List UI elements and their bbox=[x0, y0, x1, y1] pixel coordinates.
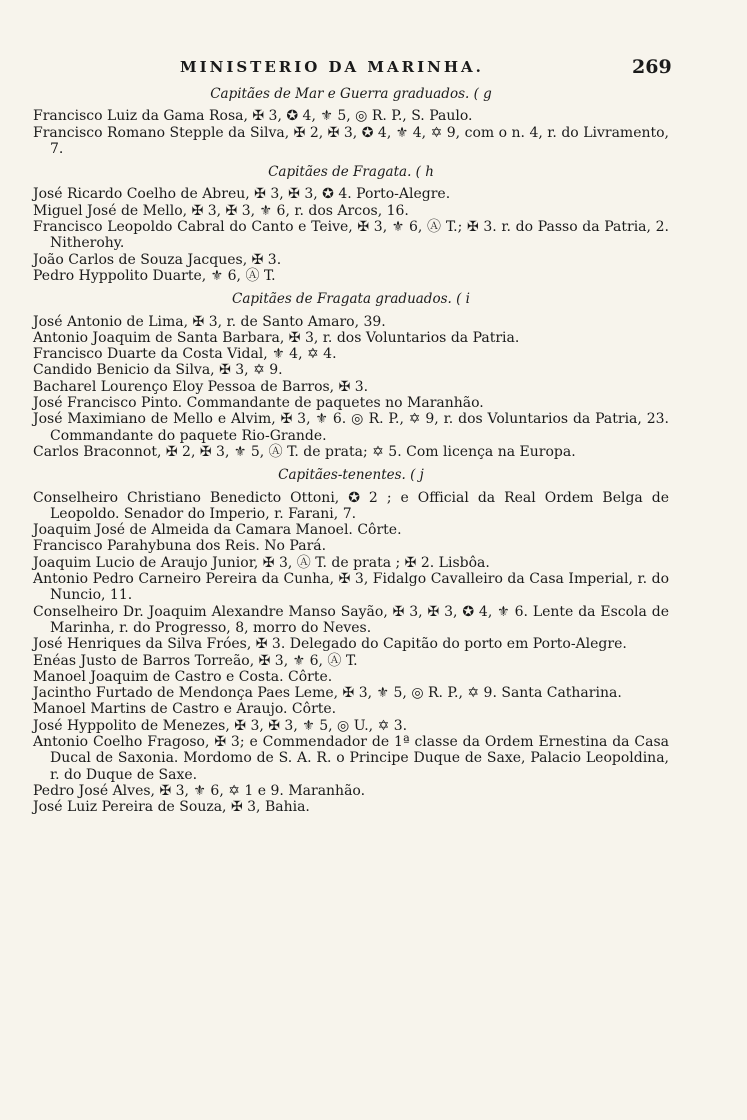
list-item: José Maximiano de Mello e Alvim, ✠ 3, ⚜ 6. ◎ R. P., ✡ 9, r. dos Voluntarios da Patria, 23. Commandante do paquete Rio-Grande. bbox=[33, 411, 669, 444]
section-capitaes-mar-guerra-graduados bbox=[33, 86, 669, 157]
section-capitaes-tenentes bbox=[33, 467, 669, 815]
list-item: Bacharel Lourenço Eloy Pessoa de Barros, ✠ 3. bbox=[33, 378, 369, 395]
list-item: Enéas Justo de Barros Torreão, ✠ 3, ⚜ 6, Ⓐ T. bbox=[33, 652, 358, 669]
running-head bbox=[0, 58, 747, 82]
list-item: José Luiz Pereira de Souza, ✠ 3, Bahia. bbox=[33, 799, 310, 816]
list-item: Candido Benicio da Silva, ✠ 3, ✡ 9. bbox=[33, 362, 283, 379]
list-item: Francisco Duarte da Costa Vidal, ⚜ 4, ✡ 4. bbox=[33, 346, 337, 363]
list-item: Manoel Martins de Castro e Araujo. Côrte. bbox=[33, 701, 337, 718]
list-item: Joaquim Lucio de Araujo Junior, ✠ 3, Ⓐ T. de prata ; ✠ 2. Lisbôa. bbox=[33, 554, 490, 571]
page-number: 269 bbox=[632, 56, 672, 78]
section-capitaes-fragata-graduados bbox=[33, 291, 669, 460]
list-item: Pedro José Alves, ✠ 3, ⚜ 6, ✡ 1 e 9. Maranhão. bbox=[33, 782, 366, 799]
list-item: Antonio Joaquim de Santa Barbara, ✠ 3, r. dos Voluntarios da Patria. bbox=[33, 329, 520, 346]
page-content bbox=[33, 86, 669, 815]
list-item: Carlos Braconnot, ✠ 2, ✠ 3, ⚜ 5, Ⓐ T. de prata; ✡ 5. Com licença na Europa. bbox=[33, 443, 576, 460]
list-item: José Hyppolito de Menezes, ✠ 3, ✠ 3, ⚜ 5, ◎ U., ✡ 3. bbox=[33, 717, 408, 734]
list-item: Manoel Joaquim de Castro e Costa. Côrte. bbox=[33, 668, 333, 685]
list-item: Francisco Romano Stepple da Silva, ✠ 2, ✠ 3, ✪ 4, ⚜ 4, ✡ 9, com o n. 4, r. do Livramento, 7. bbox=[33, 124, 669, 157]
list-item: Francisco Leopoldo Cabral do Canto e Teive, ✠ 3, ⚜ 6, Ⓐ T.; ✠ 3. r. do Passo da Patria, 2. Nitherohy. bbox=[33, 219, 669, 252]
list-item: José Henriques da Silva Fróes, ✠ 3. Delegado do Capitão do porto em Porto-Alegre. bbox=[33, 636, 627, 653]
list-item: Conselheiro Dr. Joaquim Alexandre Manso Sayão, ✠ 3, ✠ 3, ✪ 4, ⚜ 6. Lente da Escola de Marinha, r. do Progresso, 8, morro do Neves. bbox=[33, 603, 669, 636]
section-heading: Capitães-tenentes. ( j bbox=[278, 467, 424, 484]
list-item: Francisco Parahybuna dos Reis. No Pará. bbox=[33, 538, 327, 555]
list-item: Antonio Coelho Fragoso, ✠ 3; e Commendador de 1ª classe da Ordem Ernestina da Casa Ducal de Saxonia. Mordomo de S. A. R. o Principe Duque de Saxe, Palacio Leopoldina, r. do Duque de Saxe. bbox=[33, 733, 669, 783]
list-item: Joaquim José de Almeida da Camara Manoel. Côrte. bbox=[33, 522, 402, 539]
list-item: José Francisco Pinto. Commandante de paquetes no Maranhão. bbox=[33, 395, 484, 412]
section-heading: Capitães de Mar e Guerra graduados. ( g bbox=[210, 86, 492, 102]
running-title: MINISTERIO DA MARINHA. bbox=[180, 58, 484, 76]
section-capitaes-fragata bbox=[33, 164, 669, 284]
list-item: José Antonio de Lima, ✠ 3, r. de Santo Amaro, 39. bbox=[33, 313, 386, 330]
list-item: João Carlos de Souza Jacques, ✠ 3. bbox=[33, 251, 282, 268]
list-item: Francisco Luiz da Gama Rosa, ✠ 3, ✪ 4, ⚜ 5, ◎ R. P., S. Paulo. bbox=[33, 108, 473, 125]
list-item: Antonio Pedro Carneiro Pereira da Cunha, ✠ 3, Fidalgo Cavalleiro da Casa Imperial, r. do Nuncio, 11. bbox=[33, 571, 669, 604]
section-heading: Capitães de Fragata. ( h bbox=[268, 164, 434, 181]
list-item: Miguel José de Mello, ✠ 3, ✠ 3, ⚜ 6, r. dos Arcos, 16. bbox=[33, 202, 409, 219]
list-item: José Ricardo Coelho de Abreu, ✠ 3, ✠ 3, ✪ 4. Porto-Alegre. bbox=[33, 186, 451, 203]
list-item: Jacintho Furtado de Mendonça Paes Leme, ✠ 3, ⚜ 5, ◎ R. P., ✡ 9. Santa Catharina. bbox=[33, 685, 622, 702]
list-item: Conselheiro Christiano Benedicto Ottoni, ✪ 2 ; e Official da Real Ordem Belga de Leopoldo. Senador do Imperio, r. Farani, 7. bbox=[33, 489, 669, 522]
list-item: Pedro Hyppolito Duarte, ⚜ 6, Ⓐ T. bbox=[33, 267, 276, 284]
section-heading: Capitães de Fragata graduados. ( i bbox=[232, 291, 470, 308]
